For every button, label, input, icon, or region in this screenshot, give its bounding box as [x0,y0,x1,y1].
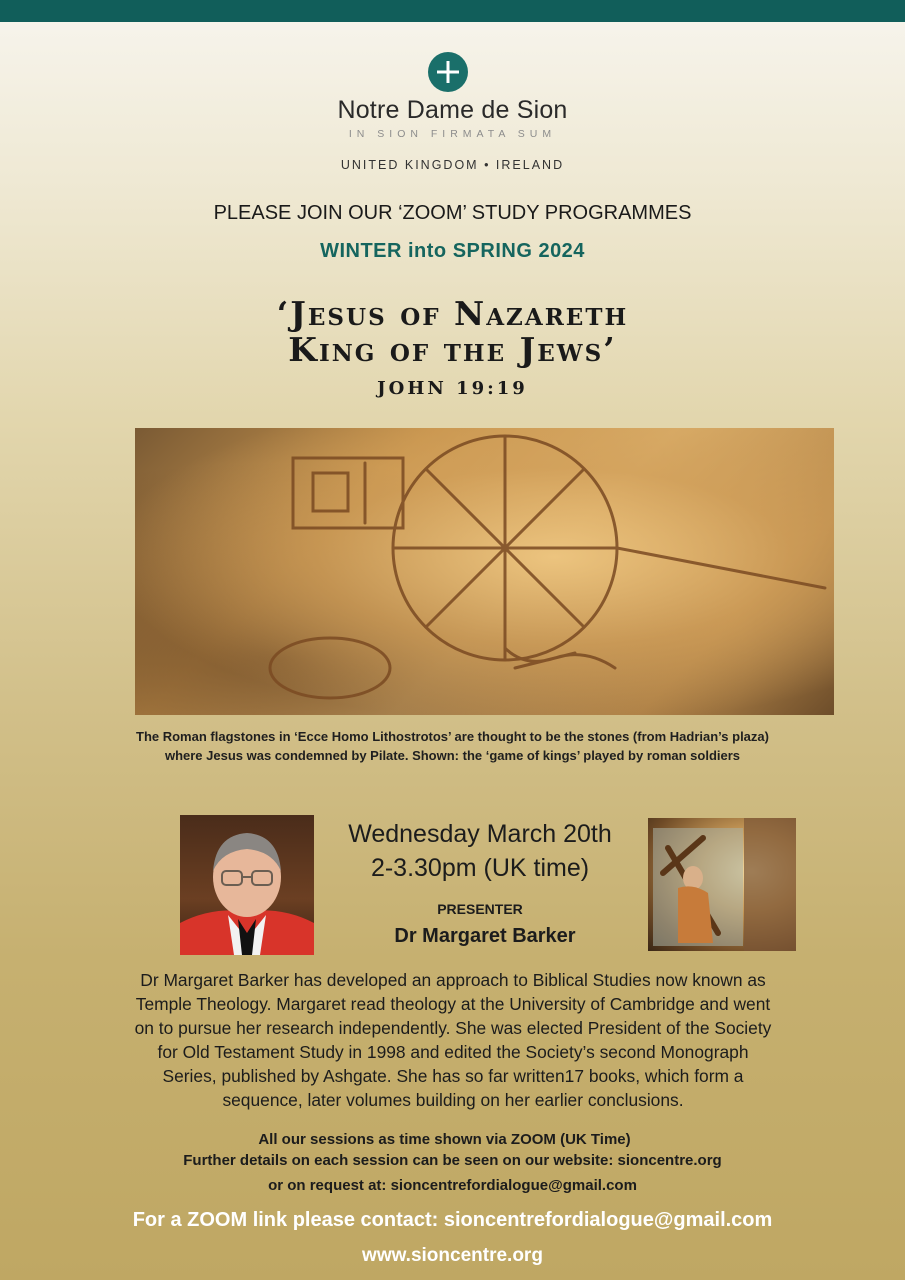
sessions-note: All our sessions as time shown via ZOOM (UK Time) [258,1131,631,1148]
flagstone-photo [135,428,834,715]
org-motto: IN SION FIRMATA SUM [348,128,557,140]
bio-line: on to pursue her research independently. She was elected President of the Society [134,1018,772,1038]
verse-reference: JOHN 19:19 [377,378,528,399]
request-note: or on request at: sioncentrefordialogue@gmail.com [268,1177,637,1194]
org-region: UNITED KINGDOM • IRELAND [340,158,565,172]
cross-carrying-painting [648,818,796,951]
event-date: Wednesday March 20th [348,820,612,848]
photo-caption-line-2: where Jesus was condemned by Pilate. Shown: the ‘game of kings’ played by roman soldiers [164,748,741,763]
bio-line: Dr Margaret Barker has developed an approach to Biblical Studies now known as [140,970,766,990]
bio-line: Temple Theology. Margaret read theology at the University of Cambridge and went [135,994,771,1014]
season-heading: WINTER into SPRING 2024 [320,240,585,262]
cross-icon [428,52,468,92]
title-line-2: King of the Jews’ [288,330,617,369]
org-name: Notre Dame de Sion [337,96,568,124]
presenter-name: Dr Margaret Barker [394,925,576,947]
photo-caption-line-1: The Roman flagstones in ‘Ecce Homo Lithostrotos’ are thought to be the stones (from Hadrian’s plaza) [136,729,769,744]
event-time: 2-3.30pm (UK time) [370,854,590,882]
bio-line: for Old Testament Study in 1998 and edited the Society’s second Monograph [157,1042,749,1062]
zoom-contact-line: For a ZOOM link please contact: sioncentrefordialogue@gmail.com [132,1209,773,1231]
presenter-label: PRESENTER [437,901,523,917]
bio-line: sequence, later volumes building on her earlier conclusions. [222,1090,684,1110]
presenter-photo [180,815,314,955]
invite-heading: PLEASE JOIN OUR ‘ZOOM’ STUDY PROGRAMMES [213,202,692,224]
website-link[interactable]: www.sioncentre.org [362,1245,543,1266]
title-line-1: ‘Jesus of Nazareth [276,294,629,333]
bio-line: Series, published by Ashgate. She has so far written17 books, which form a [162,1066,744,1086]
presenter-bio [118,968,788,1112]
top-banner-bar [0,0,905,22]
details-note: Further details on each session can be seen on our website: sioncentre.org [183,1152,722,1169]
